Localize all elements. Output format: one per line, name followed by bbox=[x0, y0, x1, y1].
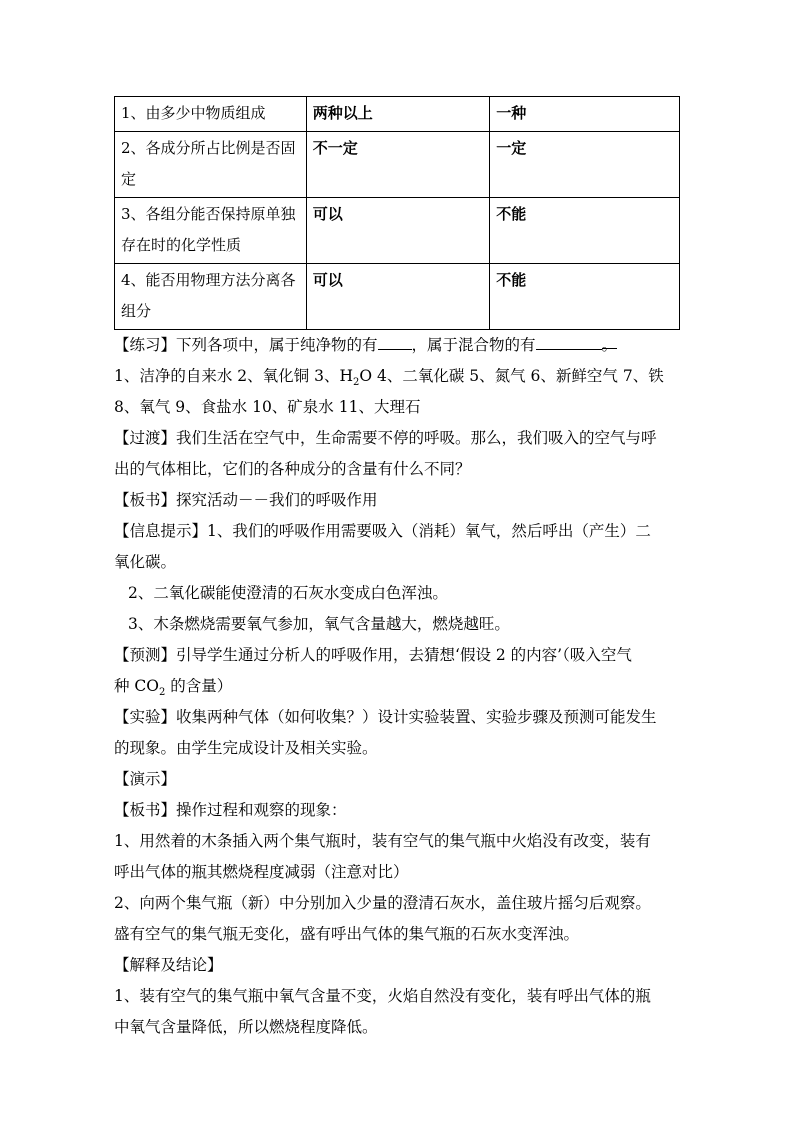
answer-blank-pure[interactable] bbox=[378, 331, 412, 350]
body-text: 1、我们的呼吸作用需要吸入（消耗）氧气，然后呼出（产生）二 bbox=[207, 522, 651, 540]
step-line: 呼出气体的瓶其燃烧程度减弱（注意对比） bbox=[114, 863, 409, 881]
table-cell: 4、能否用物理方法分离各组分 bbox=[115, 264, 307, 330]
step-line: 盛有空气的集气瓶无变化，盛有呼出气体的集气瓶的石灰水变浑浊。 bbox=[114, 925, 580, 943]
subscript: 2 bbox=[352, 377, 360, 389]
practice-text: 下列各项中，属于纯净物的有 bbox=[176, 336, 378, 354]
table-cell: 不一定 bbox=[306, 132, 490, 198]
board-paragraph bbox=[114, 795, 686, 826]
items-line: 8、氧气 9、食盐水 10、矿泉水 11、大理石 bbox=[114, 398, 421, 416]
section-tag: 【预测】 bbox=[114, 646, 177, 664]
table-row bbox=[115, 132, 680, 198]
step-line: 1、用然着的木条插入两个集气瓶时，装有空气的集气瓶中火焰没有改变，装有 bbox=[114, 832, 651, 850]
table-cell: 不能 bbox=[490, 264, 680, 330]
predict-paragraph bbox=[114, 640, 686, 671]
table-cell: 两种以上 bbox=[306, 97, 490, 132]
table-cell: 1、由多少中物质组成 bbox=[115, 97, 307, 132]
section-tag: 【信息提示】 bbox=[114, 522, 208, 540]
comparison-table bbox=[114, 96, 680, 330]
body-text: 种 CO bbox=[114, 677, 159, 695]
practice-period: 。 bbox=[602, 330, 618, 349]
table-row bbox=[115, 264, 680, 330]
table-cell: 2、各成分所占比例是否固定 bbox=[115, 132, 307, 198]
conclusion-line: 1、装有空气的集气瓶中氧气含量不变，火焰自然没有变化，装有呼出气体的瓶 bbox=[114, 987, 651, 1005]
table-cell: 可以 bbox=[306, 264, 490, 330]
section-tag: 【板书】 bbox=[114, 491, 177, 509]
experiment-paragraph bbox=[114, 702, 686, 733]
body-text: 引导学生通过分析人的呼吸作用，去猜想‘假设 2 的内容’（吸入空气 bbox=[176, 646, 632, 664]
body-text: 探究活动－－我们的呼吸作用 bbox=[176, 491, 378, 509]
section-tag: 【板书】 bbox=[114, 801, 177, 819]
practice-text: ，属于混合物的有 bbox=[411, 336, 536, 354]
table-cell: 不能 bbox=[490, 198, 680, 264]
items-text: O 4、二氧化碳 5、氮气 6、新鲜空气 7、铁 bbox=[359, 367, 664, 385]
document-page bbox=[114, 96, 686, 1043]
body-text: 的含量） bbox=[165, 677, 233, 695]
table-row bbox=[115, 198, 680, 264]
items-text: 1、洁净的自来水 2、氧化铜 3、H bbox=[114, 367, 353, 385]
body-text: 收集两种气体（如何收集？）设计实验装置、实验步骤及预测可能发生 bbox=[176, 708, 657, 726]
info-line: 氧化碳。 bbox=[114, 553, 177, 571]
demo-heading: 【演示】 bbox=[114, 770, 177, 788]
table-cell: 可以 bbox=[306, 198, 490, 264]
subscript: 2 bbox=[159, 687, 166, 699]
transition-paragraph bbox=[114, 423, 686, 454]
practice-paragraph bbox=[114, 330, 686, 361]
table-cell: 3、各组分能否保持原单独存在时的化学性质 bbox=[115, 198, 307, 264]
section-tag: 【实验】 bbox=[114, 708, 177, 726]
experiment-line: 的现象。由学生完成设计及相关实验。 bbox=[114, 739, 378, 757]
conclusion-line: 中氧气含量降低，所以燃烧程度降低。 bbox=[114, 1018, 378, 1036]
info-line: 2、二氧化碳能使澄清的石灰水变成白色浑浊。 bbox=[128, 584, 448, 602]
section-tag: 【过渡】 bbox=[114, 429, 177, 447]
conclusion-heading: 【解释及结论】 bbox=[114, 956, 223, 974]
table-cell: 一定 bbox=[490, 132, 680, 198]
section-tag: 【练习】 bbox=[114, 336, 177, 354]
step-line: 2、向两个集气瓶（新）中分别加入少量的澄清石灰水，盖住玻片摇匀后观察。 bbox=[114, 894, 651, 912]
items-line bbox=[114, 361, 686, 392]
info-line: 3、木条燃烧需要氧气参加，氧气含量越大，燃烧越旺。 bbox=[128, 615, 510, 633]
table-cell: 一种 bbox=[490, 97, 680, 132]
answer-blank-mixture[interactable] bbox=[536, 331, 602, 350]
body-text: 我们生活在空气中，生命需要不停的呼吸。那么，我们吸入的空气与呼 bbox=[176, 429, 657, 447]
transition-line: 出的气体相比，它们的各种成分的含量有什么不同？ bbox=[114, 460, 471, 478]
table-row bbox=[115, 97, 680, 132]
predict-line bbox=[114, 671, 686, 702]
body-text: 操作过程和观察的现象： bbox=[176, 801, 347, 819]
info-paragraph bbox=[114, 516, 686, 547]
board-paragraph bbox=[114, 485, 686, 516]
